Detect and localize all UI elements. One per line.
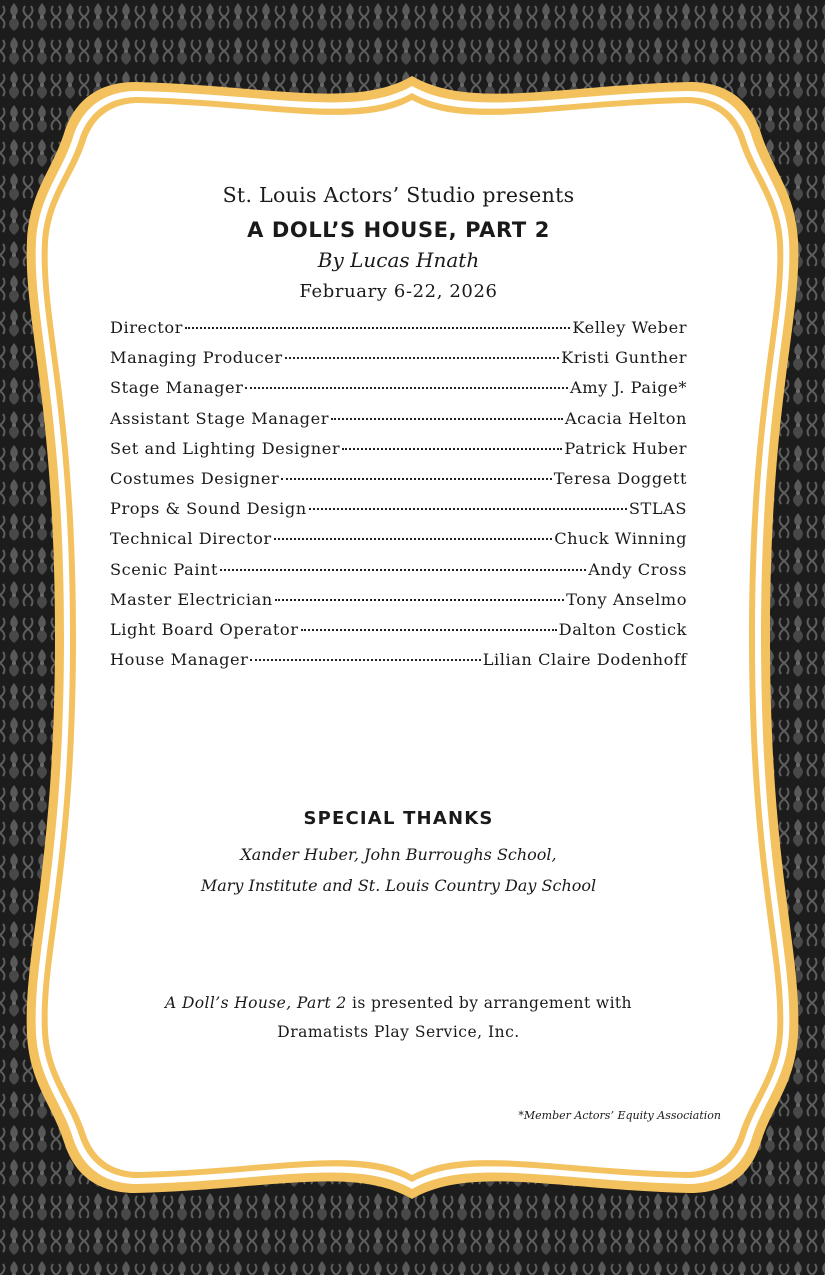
credit-role: Props & Sound Design bbox=[110, 499, 307, 519]
production-credits bbox=[110, 318, 687, 680]
playwright-byline: By Lucas Hnath bbox=[317, 248, 480, 272]
performance-dates: February 6-22, 2026 bbox=[299, 281, 498, 302]
credit-name: Tony Anselmo bbox=[566, 589, 687, 609]
credit-role: Light Board Operator bbox=[110, 619, 299, 639]
credit-name: Lilian Claire Dodenhoff bbox=[482, 650, 687, 670]
credit-row bbox=[110, 529, 687, 559]
play-title: A DOLL’S HOUSE, PART 2 bbox=[247, 218, 550, 242]
credit-row bbox=[110, 378, 687, 408]
credit-row bbox=[110, 620, 687, 650]
equity-footnote: *Member Actors’ Equity Association bbox=[518, 1109, 721, 1122]
credit-name: STLAS bbox=[628, 499, 687, 519]
credit-row bbox=[110, 409, 687, 439]
dot-leader bbox=[250, 659, 480, 661]
credit-name: Patrick Huber bbox=[564, 438, 687, 458]
credit-name: Kelley Weber bbox=[572, 318, 687, 337]
credit-row bbox=[110, 499, 687, 529]
license-play-title: A Doll’s House, Part 2 bbox=[165, 994, 347, 1012]
special-thanks-line-1: Xander Huber, John Burroughs School, bbox=[240, 845, 557, 864]
dot-leader bbox=[275, 599, 564, 601]
dot-leader bbox=[281, 478, 551, 480]
credit-row bbox=[110, 590, 687, 620]
dot-leader bbox=[185, 327, 570, 329]
credit-row bbox=[110, 650, 687, 680]
presenter-line: St. Louis Actors’ Studio presents bbox=[222, 183, 575, 207]
credit-role: Master Electrician bbox=[110, 589, 273, 609]
special-thanks-heading: SPECIAL THANKS bbox=[303, 808, 494, 829]
credit-name: Chuck Winning bbox=[554, 529, 687, 549]
credit-role: Costumes Designer bbox=[110, 468, 280, 488]
license-arrangement-text: is presented by arrangement with bbox=[346, 994, 632, 1012]
credit-name: Andy Cross bbox=[588, 559, 687, 579]
dot-leader bbox=[220, 569, 586, 571]
credit-row bbox=[110, 439, 687, 469]
credit-role: Technical Director bbox=[110, 529, 272, 549]
credit-name: Dalton Costick bbox=[558, 619, 687, 639]
credit-row bbox=[110, 348, 687, 378]
dot-leader bbox=[309, 508, 627, 510]
credit-role: Director bbox=[110, 318, 183, 337]
credit-row bbox=[110, 560, 687, 590]
dot-leader bbox=[285, 357, 559, 359]
program-page bbox=[110, 0, 721, 1275]
credit-role: House Manager bbox=[110, 650, 249, 670]
credit-name: Amy J. Paige* bbox=[569, 378, 687, 398]
credit-row bbox=[110, 469, 687, 499]
credit-role: Stage Manager bbox=[110, 378, 244, 398]
dot-leader bbox=[274, 538, 553, 540]
credit-role: Scenic Paint bbox=[110, 559, 219, 579]
credit-role: Managing Producer bbox=[110, 348, 283, 368]
dot-leader bbox=[342, 448, 562, 450]
dot-leader bbox=[245, 387, 568, 389]
dot-leader bbox=[301, 629, 557, 631]
credit-name: Teresa Doggett bbox=[553, 468, 687, 488]
credit-row bbox=[110, 318, 687, 348]
license-notice-line-1 bbox=[110, 994, 687, 1012]
credit-role: Assistant Stage Manager bbox=[110, 408, 329, 428]
dot-leader bbox=[331, 418, 563, 420]
special-thanks-line-2: Mary Institute and St. Louis Country Day School bbox=[200, 876, 597, 895]
credit-name: Acacia Helton bbox=[564, 408, 687, 428]
credit-role: Set and Lighting Designer bbox=[110, 438, 341, 458]
license-notice-line-2: Dramatists Play Service, Inc. bbox=[277, 1023, 520, 1041]
credit-name: Kristi Gunther bbox=[561, 348, 687, 368]
